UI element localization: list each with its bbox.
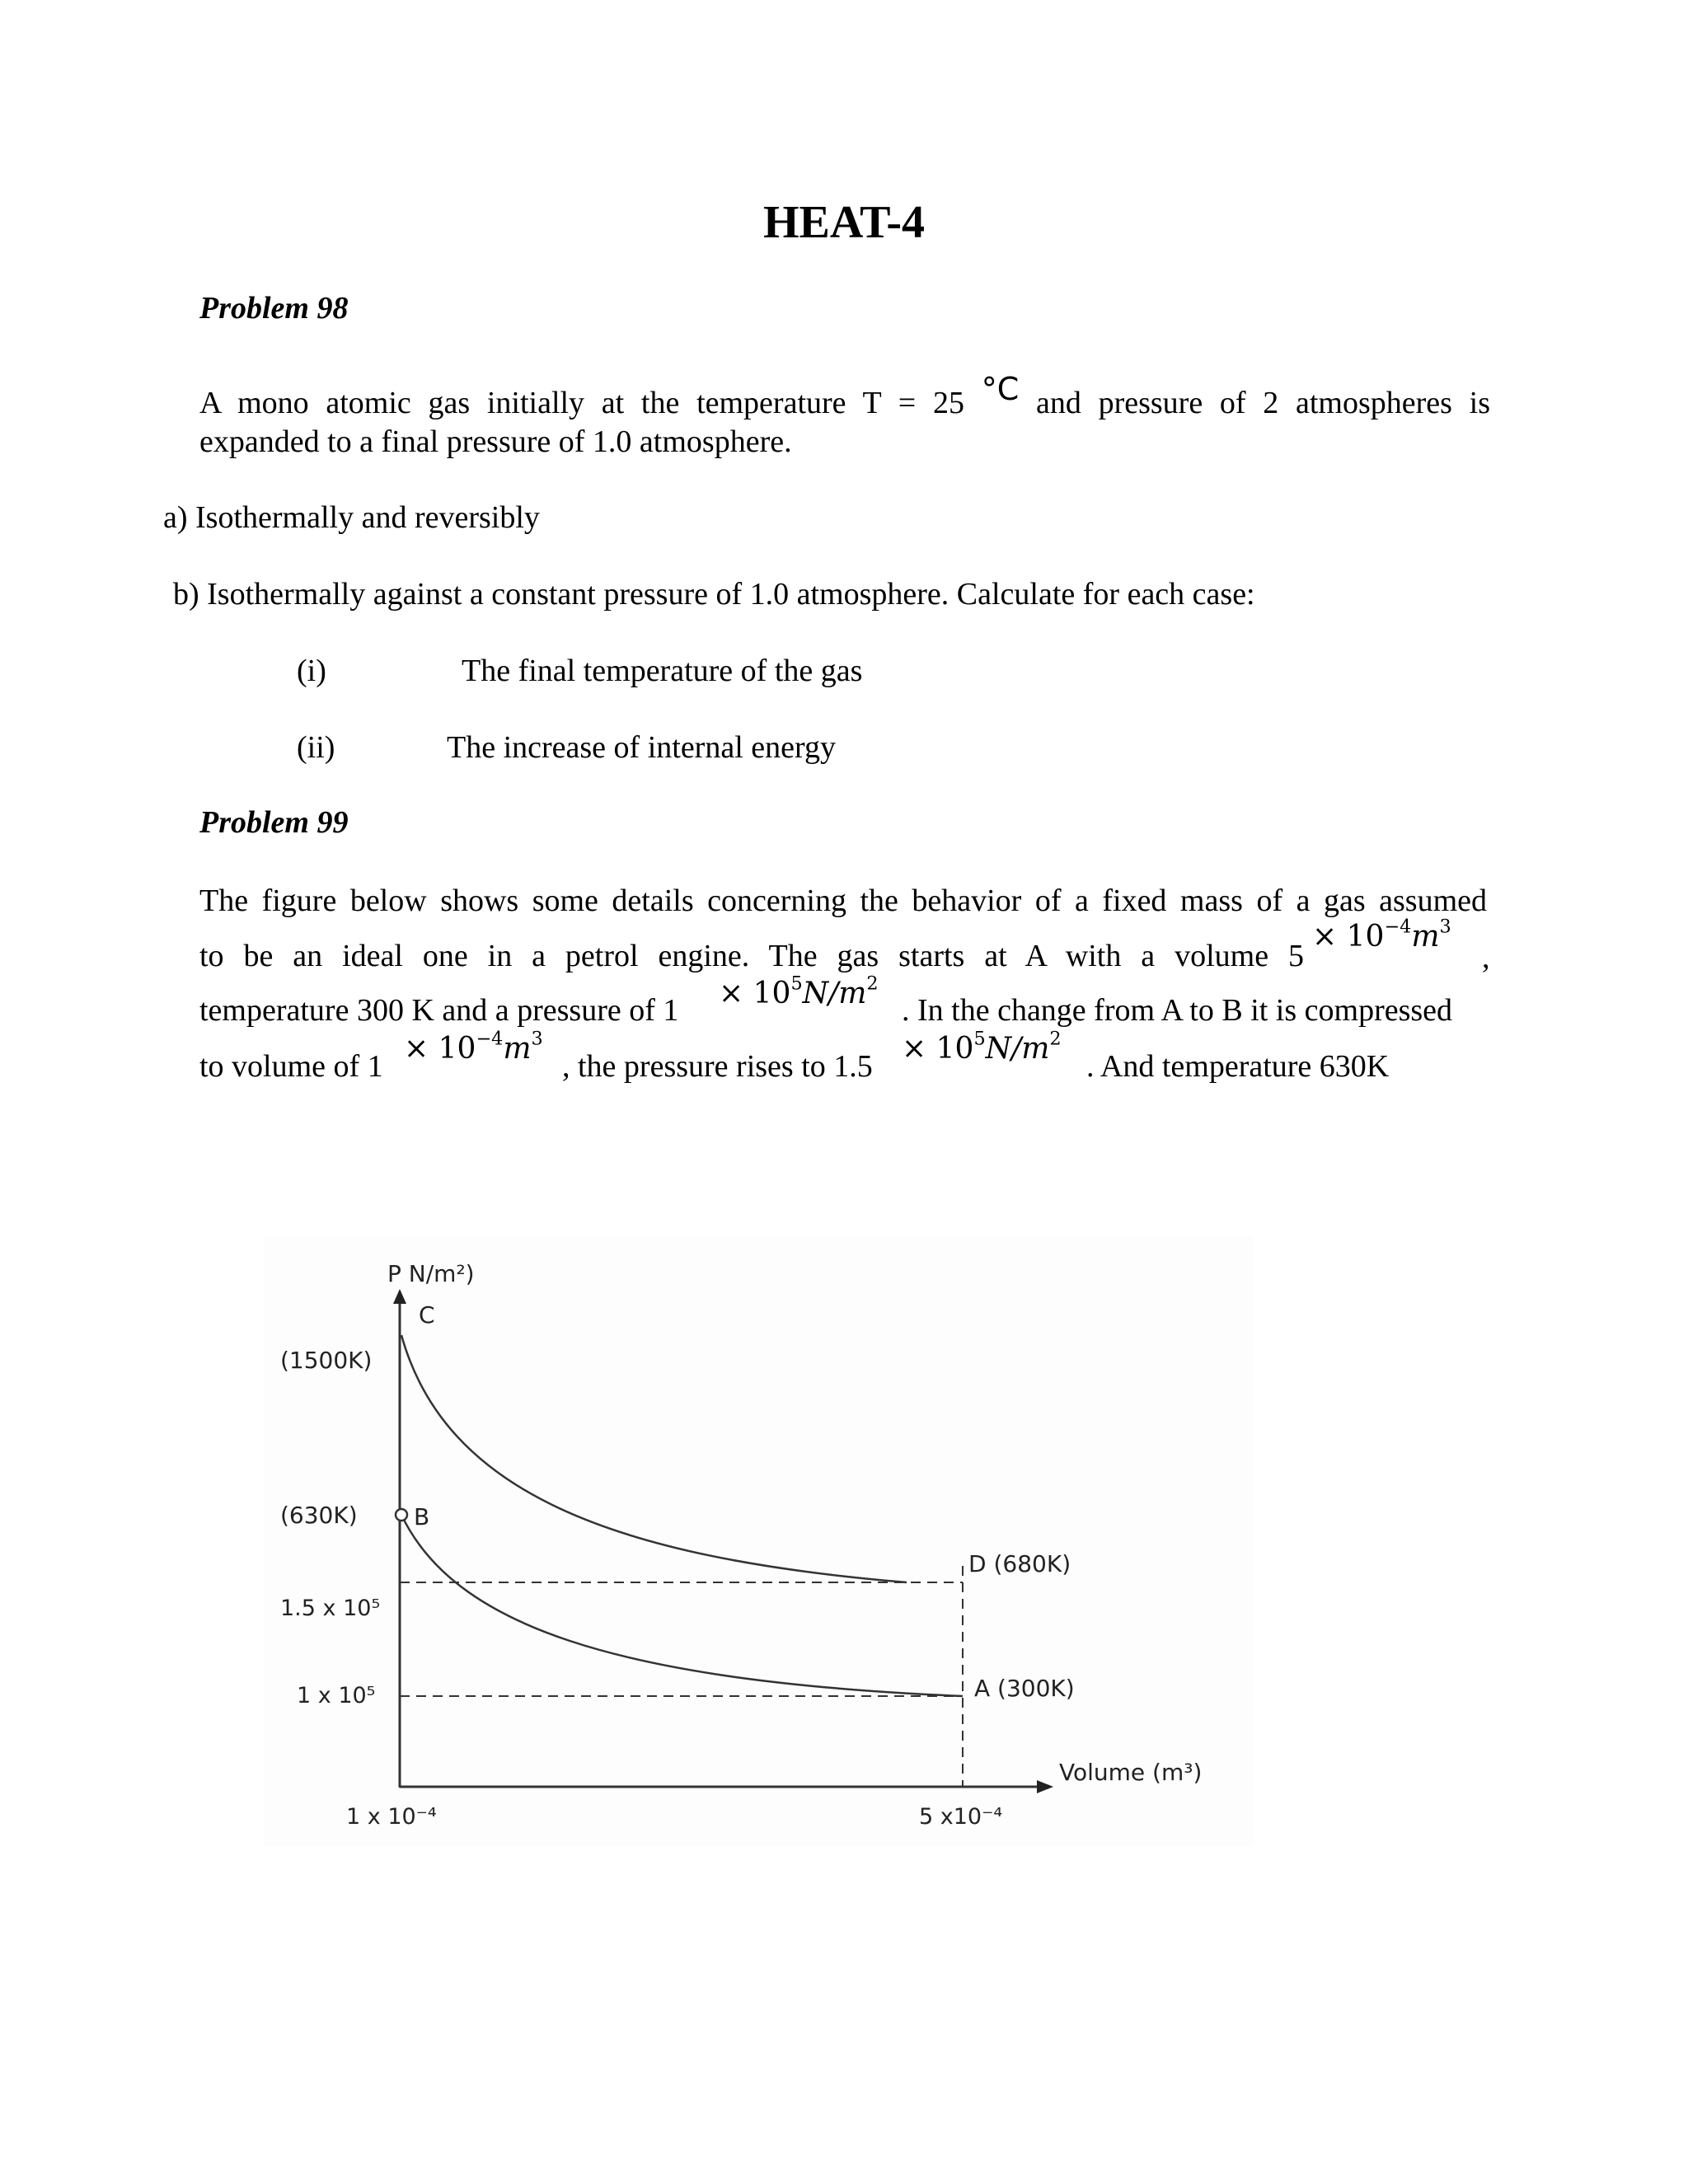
tick-1-5e5: 1.5 x 10⁵	[280, 1596, 381, 1621]
problem-98-line-1	[199, 371, 1491, 421]
math-volume-5e-4: × $10^{-4}m^3$	[1312, 916, 1451, 954]
item-ii-text: The increase of internal energy	[447, 730, 836, 765]
problem-98-heading: Problem 98	[199, 291, 349, 326]
problem-99-line-3-start: temperature 300 K and a pressure of 1	[199, 993, 679, 1028]
label-point-a: A (300K)	[974, 1675, 1075, 1702]
case-a: a) Isothermally and reversibly	[163, 500, 540, 535]
problem-99-line-4-end: . And temperature 630K	[1086, 1049, 1390, 1084]
point-b-marker	[396, 1509, 407, 1521]
y-axis-label: P N/m²)	[387, 1260, 475, 1287]
point-c-label: C	[419, 1301, 435, 1329]
problem-99-line-2: to be an ideal one in a petrol engine. The gas starts at A with a volume 5	[199, 939, 1304, 973]
item-i-text: The final temperature of the gas	[462, 654, 863, 688]
page-title: HEAT-4	[762, 197, 926, 248]
math-pressure-1-5e5: × $10^5N/m^2$	[902, 1028, 1062, 1066]
label-1500k: (1500K)	[280, 1347, 373, 1374]
problem-99-line-1: The figure below shows some details concerning the behavior of a fixed mass of a gas assumed	[199, 883, 1487, 918]
problem-99-line-4-start: to volume of 1	[199, 1049, 383, 1084]
problem-99-line-4-middle: , the pressure rises to 1.5	[562, 1049, 873, 1084]
x-axis-label: Volume (m³)	[1059, 1759, 1203, 1786]
degree-celsius: °C	[981, 371, 1020, 407]
tick-x-5e-4: 5 x10⁻⁴	[919, 1804, 1003, 1830]
case-b: b) Isothermally against a constant pressure of 1.0 atmosphere. Calculate for each case:	[173, 577, 1255, 612]
label-630k: (630K)	[280, 1502, 358, 1529]
math-pressure-1e5: × $10^5N/m^2$	[719, 972, 879, 1010]
tick-1e5: 1 x 10⁵	[297, 1683, 376, 1708]
item-ii-number: (ii)	[297, 730, 335, 765]
math-volume-1e-4: × $10^{-4}m^3$	[404, 1028, 543, 1066]
problem-98-line-1-start: A mono atomic gas initially at the temperature T = 25	[199, 386, 964, 420]
label-point-d: D (680K)	[968, 1550, 1071, 1577]
problem-99-line-3-end: . In the change from A to B it is compressed	[902, 993, 1453, 1028]
item-i-number: (i)	[297, 654, 326, 688]
problem-98-line-2: expanded to a final pressure of 1.0 atmosphere.	[199, 424, 792, 459]
pv-diagram	[264, 1236, 1253, 1846]
problem-99-heading: Problem 99	[199, 805, 349, 840]
problem-98-line-1-end: and pressure of 2 atmospheres is	[1035, 386, 1491, 420]
problem-99-line-2-comma: ,	[1482, 940, 1490, 975]
tick-x-1e-4: 1 x 10⁻⁴	[346, 1804, 437, 1830]
figure-background	[264, 1236, 1253, 1846]
point-b-label: B	[414, 1503, 430, 1530]
